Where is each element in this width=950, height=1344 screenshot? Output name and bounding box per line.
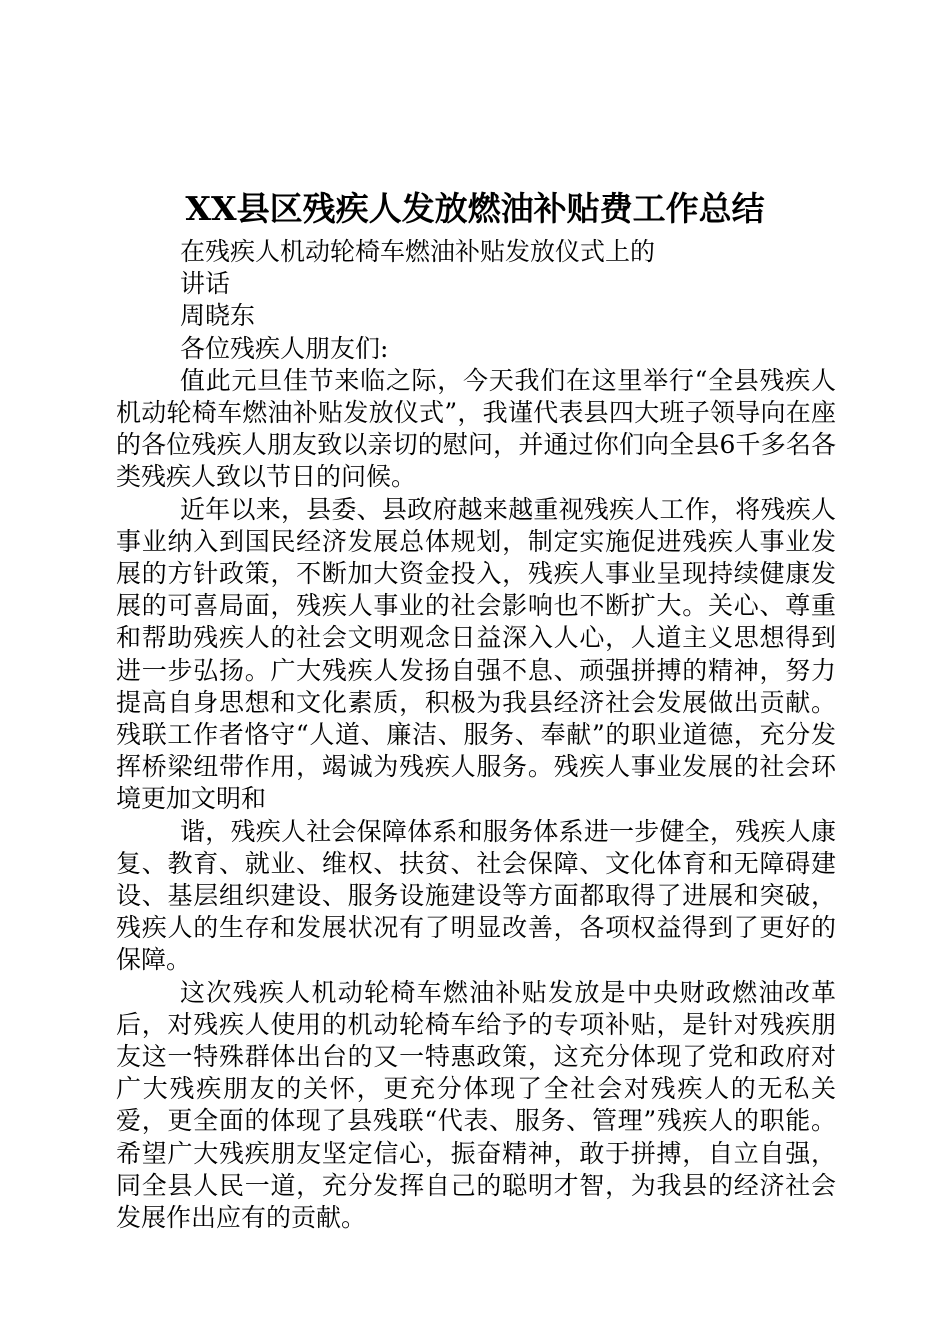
subtitle-line-1: 在残疾人机动轮椅车燃油补贴发放仪式上的 (180, 237, 656, 266)
subtitle-line-2: 讲话 (180, 269, 231, 299)
document-title: XX县区残疾人发放燃油补贴费工作总结 (185, 189, 765, 228)
paragraph-4: 这次残疾人机动轮椅车燃油补贴发放是中央财政燃油改革后，对残疾人使用的机动轮椅车给予的专项补贴，是针对残疾朋友这一特殊群体出台的又一特惠政策，这充分体现了党和政府对广大残疾朋友的关怀，更充分体现了全社会对残疾人的无私关爱，更全面的体现了县残联“代表、服务、管理”残疾人的职能。希望广大残疾朋友坚定信心，振奋精神，敢于拼搏，自立自强，同全县人民一道，充分发挥自己的聪明才智，为我县的经济社会发展作出应有的贡献。 (116, 977, 836, 1233)
author-name: 周晓东 (180, 301, 256, 331)
paragraph-2: 近年以来，县委、县政府越来越重视残疾人工作，将残疾人事业纳入到国民经济发展总体规划，制定实施促进残疾人事业发展的方针政策，不断加大资金投入，残疾人事业呈现持续健康发展的可喜局面，残疾人事业的社会影响也不断扩大。关心、尊重和帮助残疾人的社会文明观念日益深入人心，人道主义思想得到进一步弘扬。广大残疾人发扬自强不息、顽强拼搏的精神，努力提高自身思想和文化素质，积极为我县经济社会发展做出贡献。残联工作者恪守“人道、廉洁、服务、奉献”的职业道德，充分发挥桥梁纽带作用，竭诚为残疾人服务。残疾人事业发展的社会环境更加文明和 (116, 494, 836, 814)
document-body (116, 236, 836, 1234)
paragraph-3: 谐，残疾人社会保障体系和服务体系进一步健全，残疾人康复、教育、就业、维权、扶贫、社会保障、文化体育和无障碍建设、基层组织建设、服务设施建设等方面都取得了进展和突破，残疾人的生存和发展状况有了明显改善，各项权益得到了更好的保障。 (116, 816, 836, 975)
paragraph-1: 值此元旦佳节来临之际，今天我们在这里举行“全县残疾人机动轮椅车燃油补贴发放仪式”，我谨代表县四大班子领导向在座的各位残疾人朋友致以亲切的慰问，并通过你们向全县6千多名各类残疾人致以节日的问候。 (116, 365, 836, 492)
salutation: 各位残疾人朋友们: (180, 333, 389, 363)
